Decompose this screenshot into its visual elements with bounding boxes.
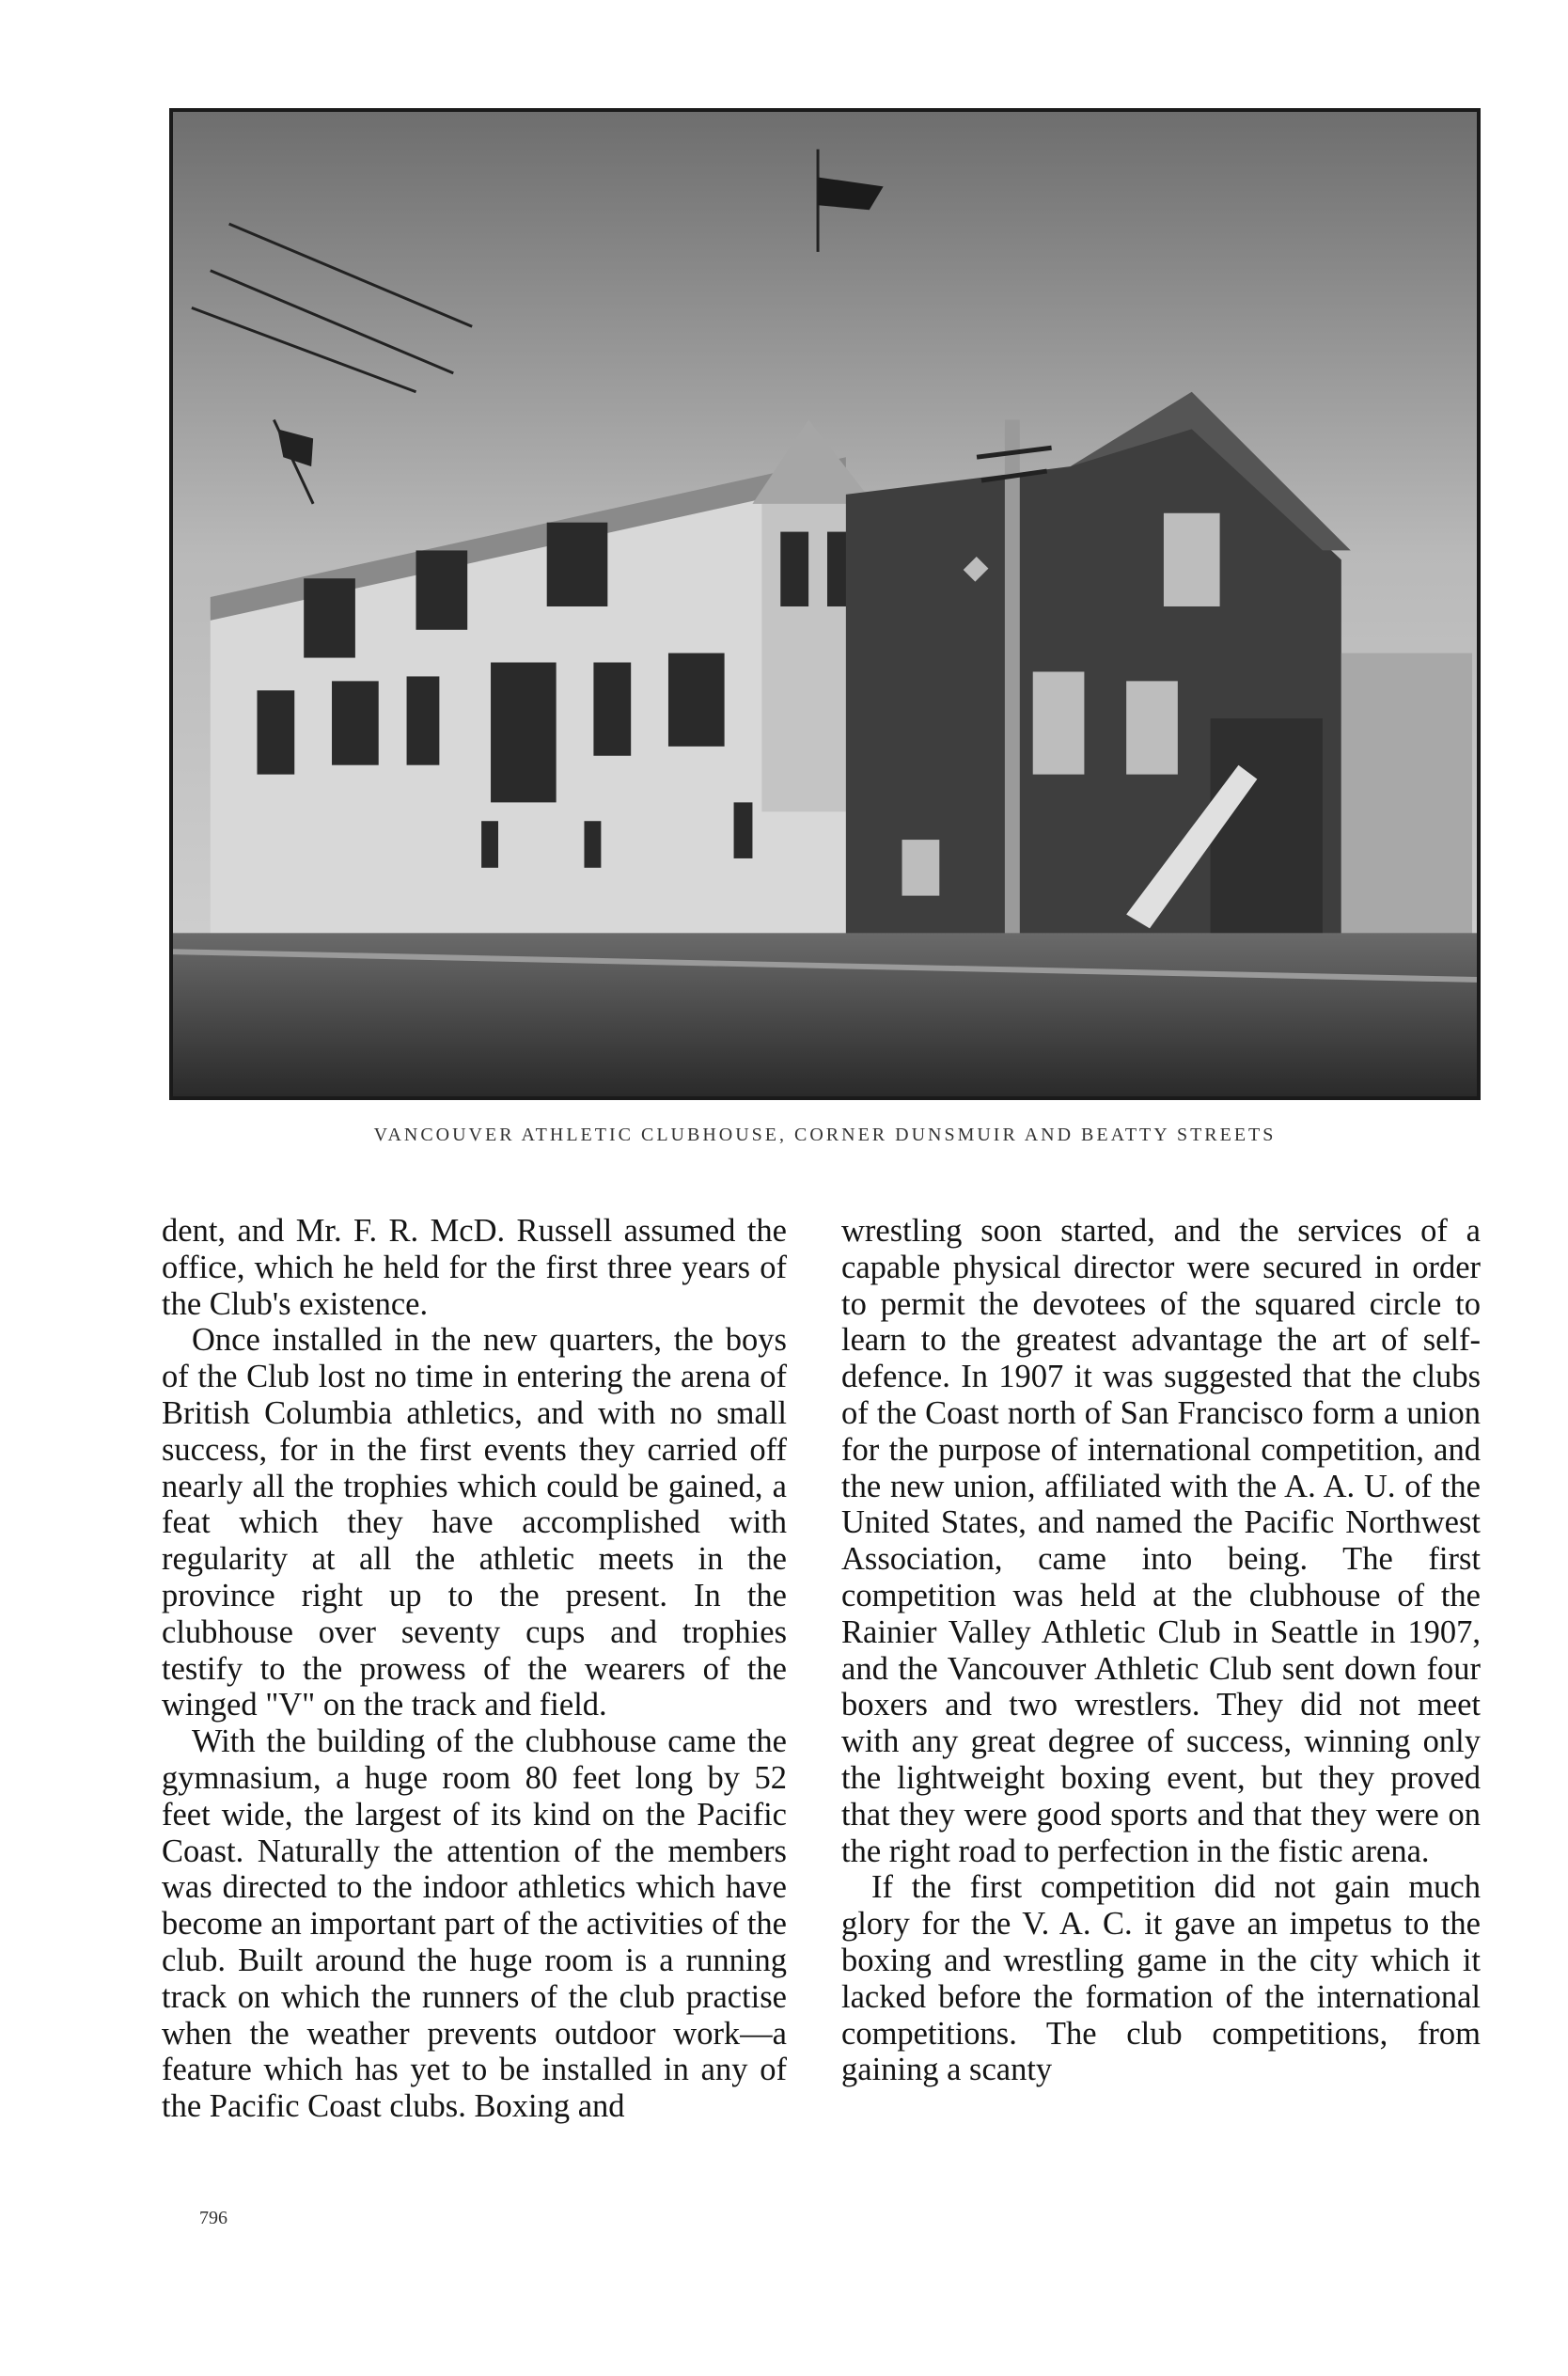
clubhouse-photograph — [169, 108, 1481, 1100]
left-column — [162, 1213, 787, 2125]
right-column — [841, 1213, 1481, 2088]
page-number: 796 — [199, 2208, 227, 2228]
left-paragraph-3: With the building of the clubhouse came the gymnasium, a huge room 80 feet long by 52 feet wide, the largest of its kind on the Pacific Coast. Naturally the attention of the members was directed to the indoor athletics which have become an important part of the activities of the club. Built around the huge room is a running track on which the runners of the club practise when the weather prevents outdoor work—a feature which has yet to be installed in any of the Pacific Coast clubs. Boxing and — [162, 1723, 787, 2125]
left-paragraph-2: Once installed in the new quarters, the boys of the Club lost no time in entering the arena of British Columbia athletics, and with no small success, for in the first events they carried off nearly all the trophies which could be gained, a feat which they have accomplished with regularity at all the athletic meets in the province right up to the present. In the clubhouse over seventy cups and trophies testify to the prowess of the wearers of the winged "V" on the track and field. — [162, 1322, 787, 1723]
clubhouse-photo-illustration — [173, 112, 1477, 1096]
left-paragraph-1: dent, and Mr. F. R. McD. Russell assumed the office, which he held for the first three years of the Club's existence. — [162, 1213, 787, 1322]
right-paragraph-1: wrestling soon started, and the services of a capable physical director were secured in order to permit the devotees of the squared circle to learn to the greatest advantage the art of self-defence. In 1907 it was suggested that the clubs of the Coast north of San Francisco form a union for the purpose of international competition, and the new union, affiliated with the A. A. U. of the United States, and named the Pacific Northwest Association, came into being. The first competition was held at the clubhouse of the Rainier Valley Athletic Club in Seattle in 1907, and the Vancouver Athletic Club sent down four boxers and two wrestlers. They did not meet with any great degree of success, winning only the lightweight boxing event, but they proved that they were good sports and that they were on the right road to perfection in the fistic arena. — [841, 1213, 1481, 1869]
right-paragraph-2: If the first competition did not gain much glory for the V. A. C. it gave an impetus to the boxing and wrestling game in the city which it lacked before the formation of the international competitions. The club competitions, from gaining a scanty — [841, 1869, 1481, 2088]
photo-caption: VANCOUVER ATHLETIC CLUBHOUSE, CORNER DUNSMUIR AND BEATTY STREETS — [373, 1125, 1277, 1145]
